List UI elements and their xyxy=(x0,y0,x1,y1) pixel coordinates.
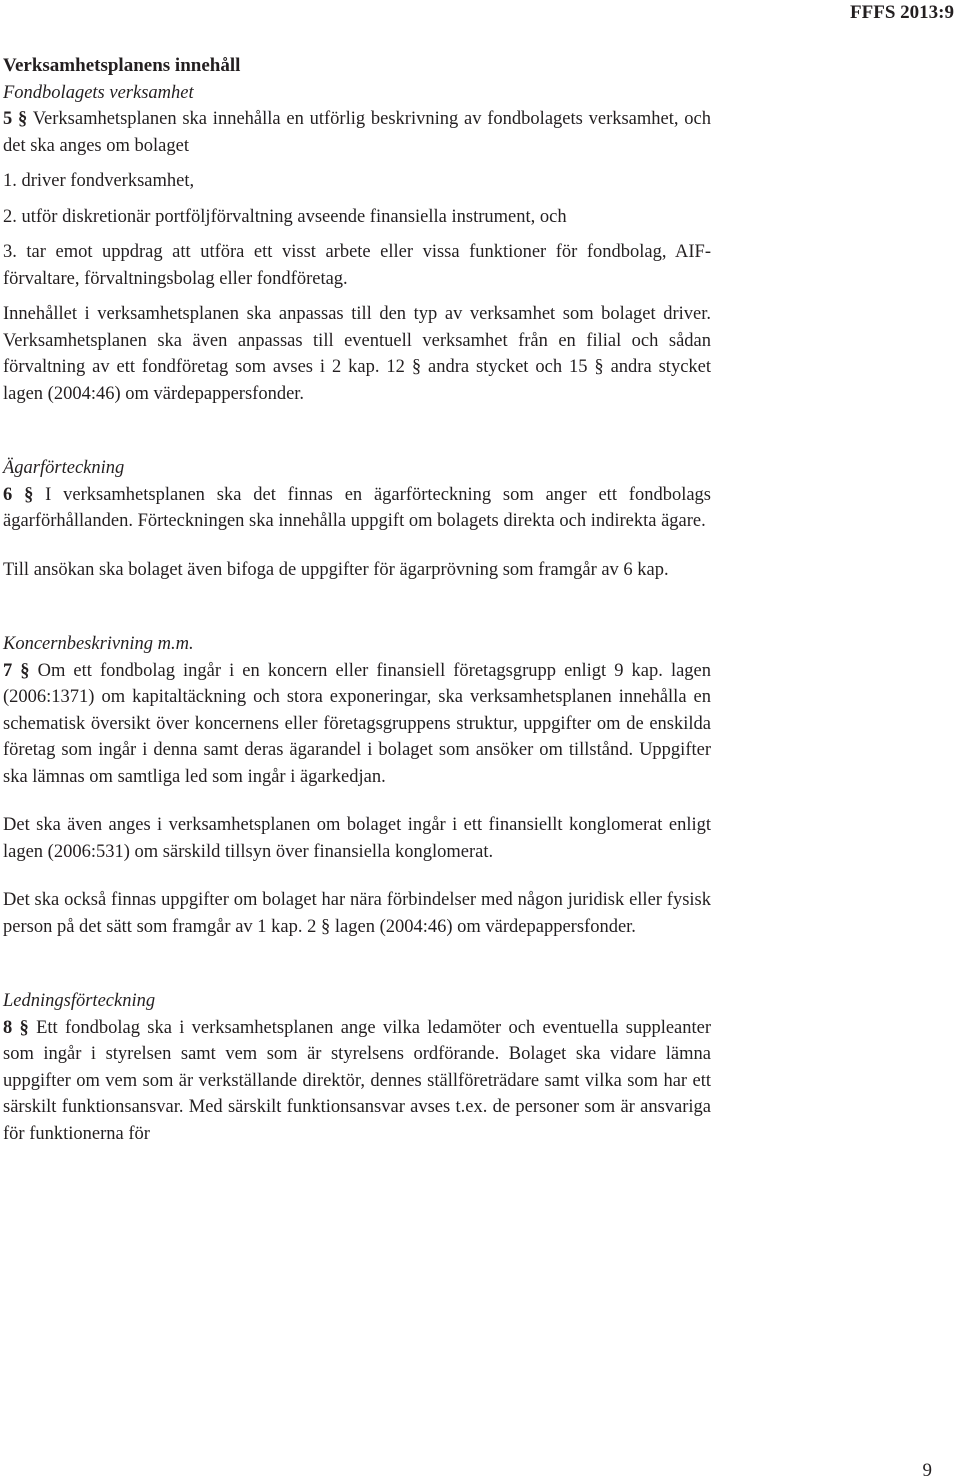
list-item: 3. tar emot uppdrag att utföra ett visst arbete eller vissa funktioner för fondbolag, AIF-förvaltare, förvaltningsbolag eller fondföretag. xyxy=(3,242,711,289)
section-heading-ledning: Ledningsförteckning xyxy=(3,991,156,1011)
paragraph-7 xyxy=(3,658,711,791)
paragraph-text: Om ett fondbolag ingår i en koncern eller finansiell företagsgrupp enligt 9 kap. lagen (2006:1371) om kapitaltäckning och stora exponeringar, ska verksamhetsplanen innehålla en schematisk översikt över koncernens eller företagsgruppens struktur, uppgifter om de enskilda företag som ingår i denna samt deras ägarandel i bolaget som ansöker om tillstånd. Uppgifter ska lämnas om samtliga led som ingår i ägarkedjan. xyxy=(3,660,712,787)
paragraph-number: 7 § xyxy=(3,660,30,681)
section-heading-koncern: Koncernbeskrivning m.m. xyxy=(3,634,194,654)
paragraph-forbindelser: Det ska också finnas uppgifter om bolaget har nära förbindelser med någon juridisk eller fysisk person på det sätt som framgår av 1 kap. 2 § lagen (2004:46) om värdepappersfonder. xyxy=(3,890,711,937)
document-id: FFFS 2013:9 xyxy=(850,2,954,23)
paragraph-8 xyxy=(3,1015,711,1148)
list-item: 2. utför diskretionär portföljförvaltning avseende finansiella instrument, och xyxy=(3,206,567,227)
page-title: Verksamhetsplanens innehåll xyxy=(3,55,241,76)
paragraph-5 xyxy=(3,106,711,159)
paragraph-number: 8 § xyxy=(3,1017,29,1038)
paragraph-closing: Till ansökan ska bolaget även bifoga de uppgifter för ägarprövning som framgår av 6 kap. xyxy=(3,559,669,580)
page-number: 9 xyxy=(922,1460,932,1481)
paragraph-text: Verksamhetsplanen ska innehålla en utförlig beskrivning av fondbolagets verksamhet, och det ska anges om bolaget xyxy=(3,109,711,156)
paragraph-number: 6 § xyxy=(3,484,34,505)
paragraph-konglomerat: Det ska även anges i verksamhetsplanen om bolaget ingår i ett finansiellt konglomerat enligt lagen (2006:531) om särskild tillsyn över finansiella konglomerat. xyxy=(3,815,711,862)
document-body xyxy=(3,53,711,1147)
paragraph-number: 5 § xyxy=(3,109,28,129)
section-heading-agare: Ägarförteckning xyxy=(3,458,125,478)
paragraph-text: Ett fondbolag ska i verksamhetsplanen ange vilka ledamöter och eventuella suppleanter som ingår i styrelsen samt vem som är styrelsens ordförande. Bolaget ska vidare lämna uppgifter om vem som är verkställande direktör, dennes ställföreträdare samt vilka som har ett särskilt funktionsansvar. Med särskilt funktionsansvar avses t.ex. de personer som är ansvariga för funktionerna för xyxy=(3,1017,712,1144)
paragraph-text: I verksamhetsplanen ska det finnas en ägarförteckning som anger ett fondbolags ägarförhållanden. Förteckningen ska innehålla uppgift om bolagets direkta och indirekta ägare. xyxy=(3,484,711,531)
paragraph-6 xyxy=(3,482,711,535)
section-heading-fondbolag: Fondbolagets verksamhet xyxy=(3,82,194,103)
paragraph-closing: Innehållet i verksamhetsplanen ska anpassas till den typ av verksamhet som bolaget driver. Verksamhetsplanen ska även anpassas till eventuell verksamhet från en filial och sådan förvaltning av ett fondföretag som avses i 2 kap. 12 § andra stycket och 15 § andra stycket lagen (2004:46) om värdepappersfonder. xyxy=(3,304,711,404)
list-item: 1. driver fondverksamhet, xyxy=(3,171,195,191)
